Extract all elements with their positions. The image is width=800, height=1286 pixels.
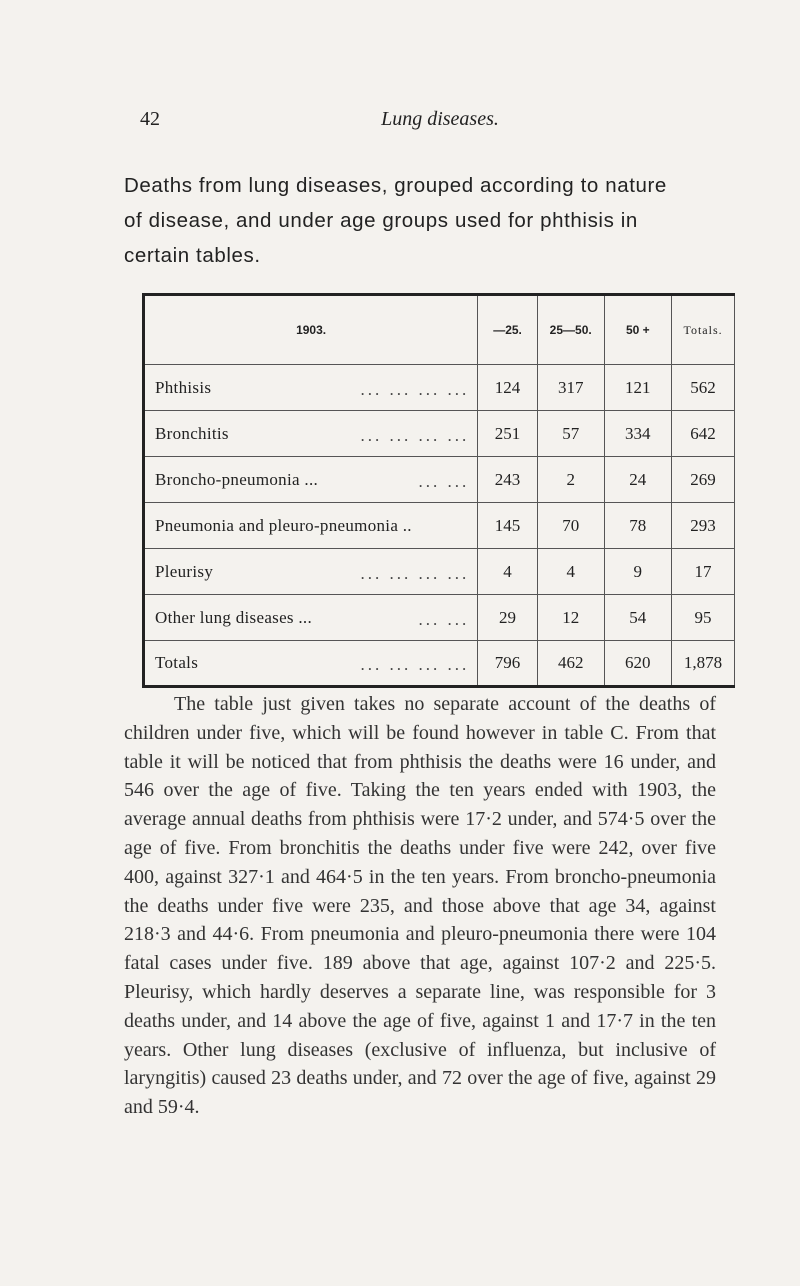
table-row	[144, 365, 735, 411]
column-header: —25.	[478, 295, 538, 365]
table-body	[144, 365, 735, 687]
row-label	[144, 641, 478, 687]
table-cell: 317	[537, 365, 604, 411]
column-header: Totals.	[672, 295, 735, 365]
table-caption	[124, 168, 724, 273]
column-header: 25—50.	[537, 295, 604, 365]
table-row	[144, 503, 735, 549]
leader-dots: ... ...	[418, 472, 470, 491]
table-header-row	[144, 295, 735, 365]
table-row	[144, 641, 735, 687]
table-cell: 95	[672, 595, 735, 641]
table-row	[144, 411, 735, 457]
table-cell: 17	[672, 549, 735, 595]
row-label-text: Phthisis	[155, 377, 212, 397]
table-cell: 121	[604, 365, 672, 411]
table-cell: 562	[672, 365, 735, 411]
table-cell: 334	[604, 411, 672, 457]
row-label	[144, 365, 478, 411]
table-cell: 243	[478, 457, 538, 503]
table-cell: 251	[478, 411, 538, 457]
table-cell: 462	[537, 641, 604, 687]
table-row	[144, 457, 735, 503]
table-cell: 293	[672, 503, 735, 549]
table-cell: 24	[604, 457, 672, 503]
table-cell: 2	[537, 457, 604, 503]
table-cell: 78	[604, 503, 672, 549]
row-label	[144, 595, 478, 641]
leader-dots: ... ... ... ...	[360, 426, 470, 445]
table-cell: 269	[672, 457, 735, 503]
row-label-text: Pleurisy	[155, 561, 214, 581]
table-cell: 796	[478, 641, 538, 687]
caption-line: Deaths from lung diseases, grouped according to nature	[124, 174, 667, 197]
table-cell: 1,878	[672, 641, 735, 687]
table-row	[144, 549, 735, 595]
leader-dots: ... ... ... ...	[360, 655, 470, 674]
leader-dots: ... ... ... ...	[360, 380, 470, 399]
page-number: 42	[140, 108, 160, 130]
row-label	[144, 457, 478, 503]
row-label	[144, 411, 478, 457]
leader-dots: ... ...	[418, 610, 470, 629]
table-cell: 145	[478, 503, 538, 549]
leader-dots: ... ... ... ...	[360, 564, 470, 583]
row-label	[144, 549, 478, 595]
table-cell: 29	[478, 595, 538, 641]
table-cell: 54	[604, 595, 672, 641]
table-cell: 4	[478, 549, 538, 595]
year-header: 1903.	[144, 295, 478, 365]
table-cell: 9	[604, 549, 672, 595]
table-cell: 70	[537, 503, 604, 549]
row-label-text: Pneumonia and pleuro-pneumonia ..	[155, 515, 412, 535]
body-text	[124, 690, 716, 1122]
table-row	[144, 595, 735, 641]
lung-diseases-table	[142, 293, 735, 688]
page-header	[140, 108, 700, 134]
table-cell: 642	[672, 411, 735, 457]
table-cell: 620	[604, 641, 672, 687]
row-label-text: Broncho-pneumonia ...	[155, 469, 319, 489]
row-label-text: Totals	[155, 653, 199, 672]
column-header: 50 +	[604, 295, 672, 365]
caption-line: certain tables.	[124, 244, 261, 267]
table-cell: 124	[478, 365, 538, 411]
row-label-text: Bronchitis	[155, 423, 229, 443]
table-cell: 4	[537, 549, 604, 595]
table-cell: 12	[537, 595, 604, 641]
caption-line: of disease, and under age groups used for phthisis in	[124, 209, 638, 232]
row-label-text: Other lung diseases ...	[155, 607, 313, 627]
table-cell: 57	[537, 411, 604, 457]
paragraph: The table just given takes no separate account of the deaths of children under five, which will be found however in table C. From that table it will be noticed that from phthisis the deaths were 16 under, and 546 over the age of five. Taking the ten years ended with 1903, the average annual deaths from phthisis were 17·2 under, and 574·5 over the age of five. From bronchitis the deaths under five were 242, over five 400, against 327·1 and 464·5 in the ten years. From broncho-pneumonia the deaths under five were 235, and those above that age 34, against 218·3 and 44·6. From pneumonia and pleuro-pneumonia there were 104 fatal cases under five. 189 above that age, against 107·2 and 225·5. Pleurisy, which hardly deserves a separate line, was responsible for 3 deaths under, and 14 above the age of five, against 1 and 17·7 in the ten years. Other lung diseases (exclusive of influenza, but inclusive of laryngitis) caused 23 deaths under, and 72 over the age of five, against 29 and 59·4.	[124, 693, 716, 1119]
row-label	[144, 503, 478, 549]
running-head: Lung diseases.	[381, 108, 499, 130]
